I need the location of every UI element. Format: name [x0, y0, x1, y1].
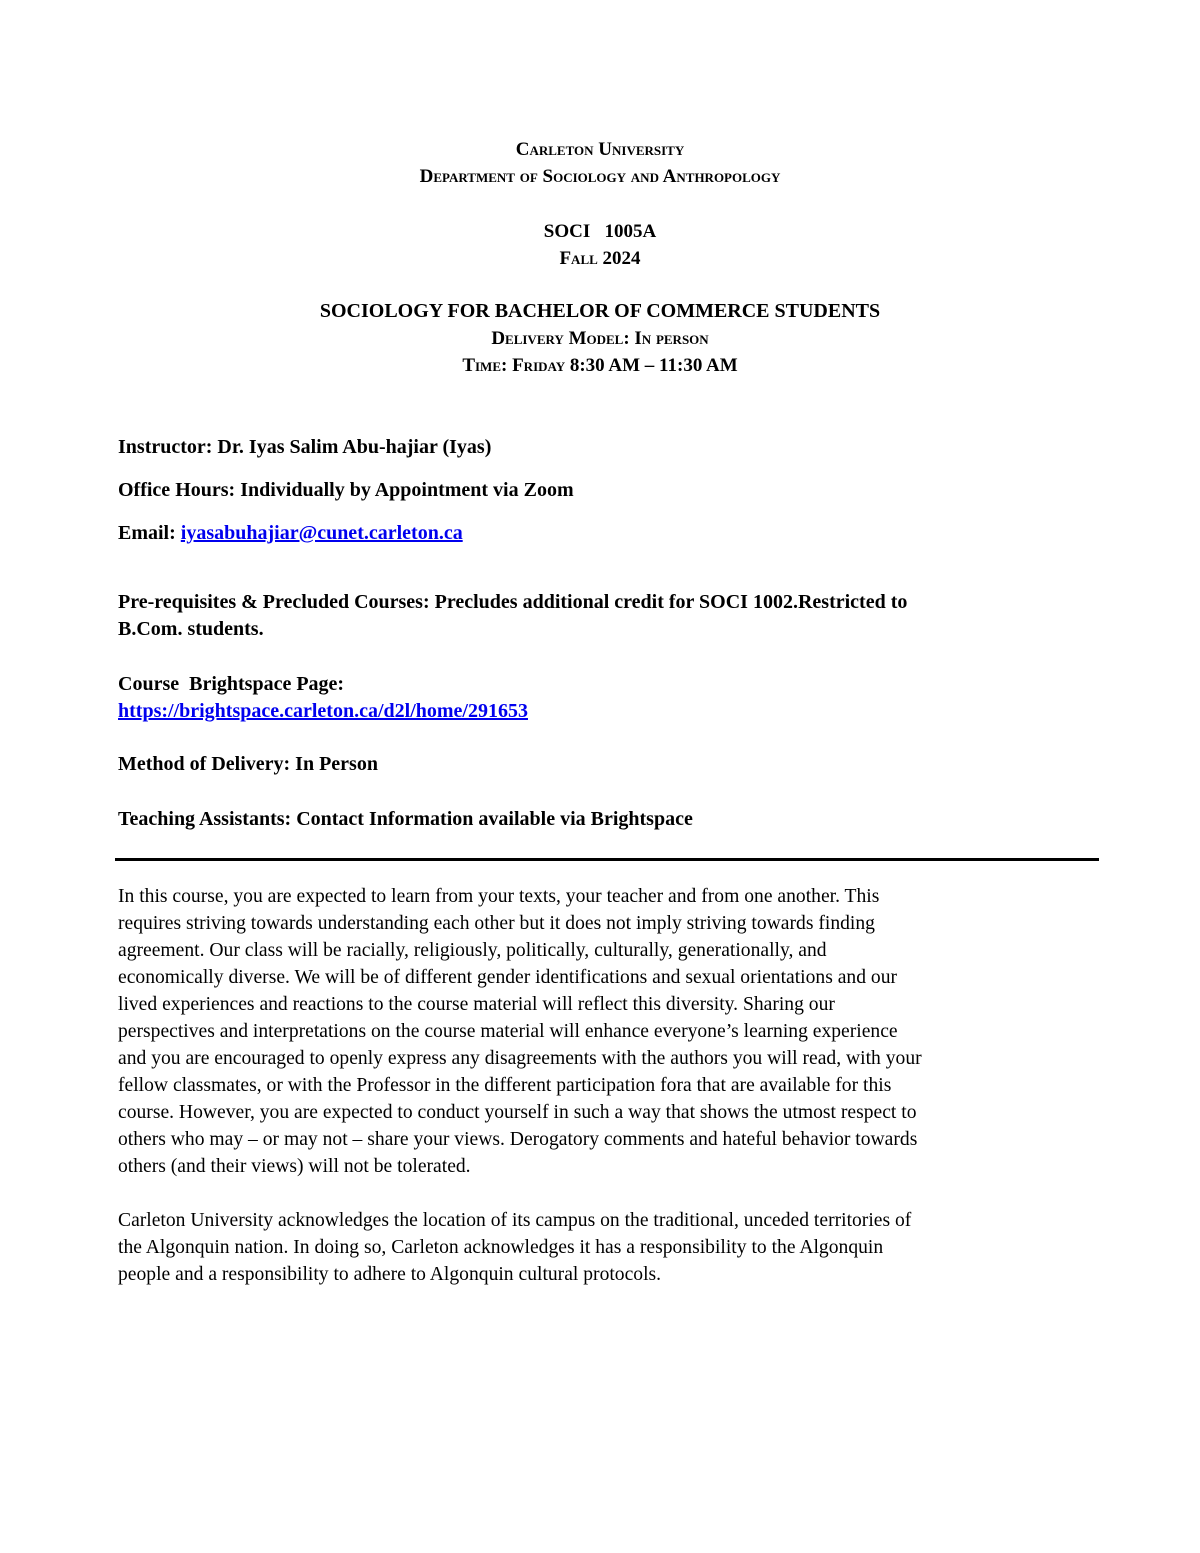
- paragraph-line: economically diverse. We will be of different gender identifications and sexual orientations and our: [118, 967, 898, 988]
- department-name: Department of Sociology and Anthropology: [419, 166, 781, 187]
- prerequisites-line-2: B.Com. students.: [118, 618, 264, 640]
- paragraph-line: In this course, you are expected to learn from your texts, your teacher and from one another. This: [118, 886, 880, 907]
- course-term: Fall 2024: [559, 248, 641, 269]
- inclusion-paragraph: [118, 883, 1088, 1180]
- horizontal-divider: [115, 858, 1099, 861]
- delivery-model: Delivery Model: In person: [491, 328, 709, 349]
- paragraph-line: Carleton University acknowledges the location of its campus on the traditional, unceded territories of: [118, 1210, 912, 1231]
- course-title: SOCIOLOGY FOR BACHELOR OF COMMERCE STUDENTS: [319, 300, 881, 322]
- paragraph-line: and you are encouraged to openly express any disagreements with the authors you will read, with your: [118, 1048, 922, 1069]
- paragraph-line: agreement. Our class will be racially, religiously, politically, culturally, generationally, and: [118, 940, 827, 961]
- email-label: Email:: [118, 522, 181, 544]
- paragraph-line: perspectives and interpretations on the course material will enhance everyone’s learning experience: [118, 1021, 898, 1042]
- brightspace-link-line: [118, 698, 1088, 725]
- course-code: SOCI 1005A: [543, 221, 657, 242]
- paragraph-line: requires striving towards understanding each other but it does not imply striving towards finding: [118, 913, 875, 934]
- email-link[interactable]: iyasabuhajiar@cunet.carleton.ca: [180, 522, 463, 544]
- prerequisites-line-1: Pre-requisites & Precluded Courses: Precludes additional credit for SOCI 1002.Restricted to: [118, 591, 908, 613]
- instructor-line: Instructor: Dr. Iyas Salim Abu-hajiar (Iyas): [118, 436, 492, 458]
- office-hours-line: Office Hours: Individually by Appointment via Zoom: [118, 479, 574, 501]
- brightspace-link[interactable]: https://brightspace.carleton.ca/d2l/home/291653: [118, 700, 528, 722]
- paragraph-line: others (and their views) will not be tolerated.: [118, 1156, 471, 1177]
- brightspace-label: Course Brightspace Page:: [118, 673, 345, 695]
- method-of-delivery: Method of Delivery: In Person: [118, 753, 378, 775]
- university-name: Carleton University: [515, 139, 685, 160]
- paragraph-line: fellow classmates, or with the Professor in the different participation fora that are available for this: [118, 1075, 892, 1096]
- paragraph-line: course. However, you are expected to conduct yourself in such a way that shows the utmost respect to: [118, 1102, 917, 1123]
- paragraph-line: people and a responsibility to adhere to Algonquin cultural protocols.: [118, 1264, 662, 1285]
- email-line: [118, 520, 1088, 547]
- paragraph-line: lived experiences and reactions to the course material will reflect this diversity. Sharing our: [118, 994, 835, 1015]
- class-time: Time: Friday 8:30 AM – 11:30 AM: [462, 355, 738, 376]
- teaching-assistants: Teaching Assistants: Contact Information available via Brightspace: [118, 808, 693, 830]
- paragraph-line: the Algonquin nation. In doing so, Carleton acknowledges it has a responsibility to the Algonquin: [118, 1237, 884, 1258]
- paragraph-line: others who may – or may not – share your views. Derogatory comments and hateful behavior towards: [118, 1129, 918, 1150]
- land-acknowledgement-paragraph: [118, 1207, 1088, 1288]
